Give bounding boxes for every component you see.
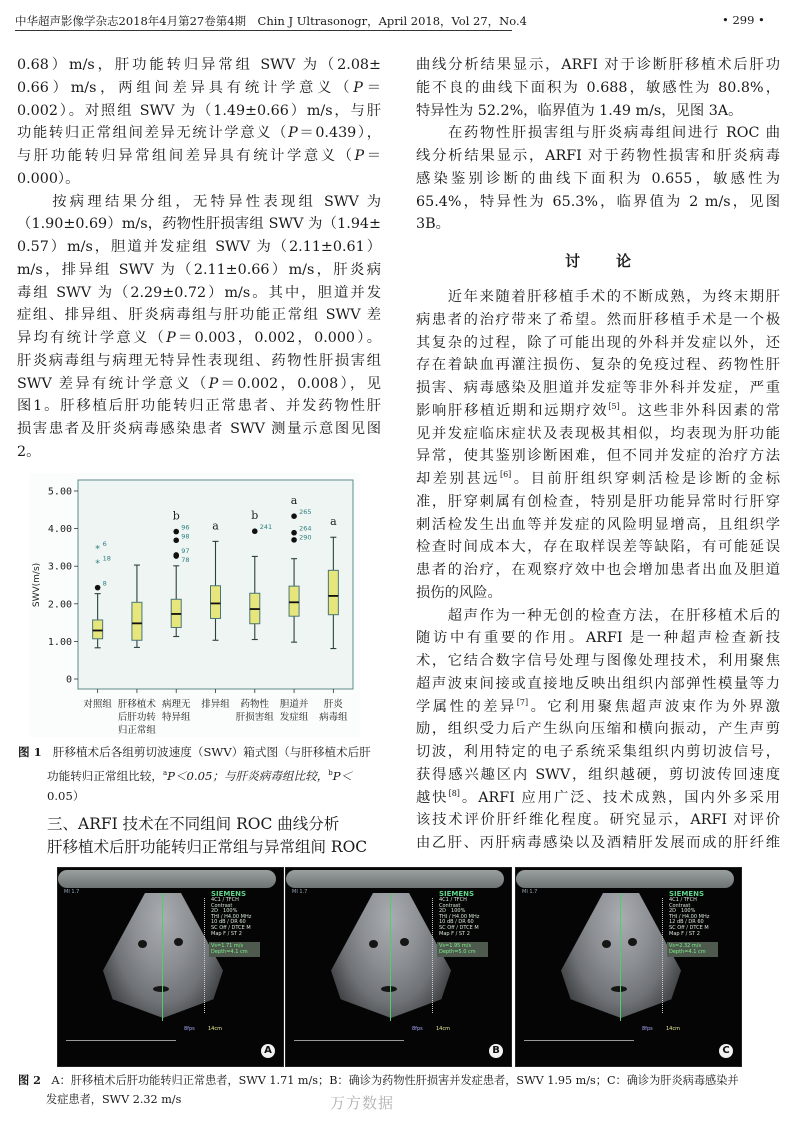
text-segment: 。它利用聚焦超声波束作为外界激 (528, 698, 781, 715)
depth-scale: 14cm (436, 1026, 450, 1032)
ultrasound-image-a (57, 867, 284, 1067)
outlier-label: 6 (102, 540, 107, 549)
text-segment: P (208, 375, 219, 392)
text-segment: 随访中有重要的作用。ARFI 是一种超声检查新技 (416, 630, 780, 647)
category-label: 后肝功转 (117, 712, 156, 723)
y-tick-label: 4.00 (47, 524, 72, 536)
text-line (416, 832, 780, 855)
panel-label-c: C (719, 1044, 733, 1058)
scanner-sc: SC Off / DTCE M (669, 924, 709, 931)
text-line (416, 491, 780, 514)
outlier-label: 96 (181, 523, 190, 532)
text-segment: 励，组织受力后产生纵向压缩和横向振动，产生声剪 (416, 721, 780, 738)
text-segment: 超声波束间接或直接地反映出组织内部弹性模量等力 (416, 675, 780, 692)
readout-depth: Depth=5.0 cm (439, 949, 476, 955)
outlier-label: 97 (181, 546, 190, 555)
text-segment: m/s，排异组 SWV 为（2.11±0.66）m/s，肝炎病 (17, 261, 381, 278)
readout-vs: Vs=1.95 m/s (439, 943, 472, 949)
significance-mark: b (251, 509, 259, 523)
scanner-dr: 10 dB / DR 60 (439, 919, 474, 926)
scan-line (620, 893, 621, 1021)
text-line (17, 282, 381, 305)
paragraph (416, 54, 780, 122)
text-line (416, 145, 780, 168)
text-segment: 却差别甚远 (416, 471, 500, 487)
text-segment: 其复杂的过程，除了可能出现的外科并发症以外，还 (416, 334, 780, 351)
readout-depth: Depth=4.1 cm (669, 949, 706, 955)
text-line (17, 259, 381, 282)
section-heading: 三、ARFI 技术在不同组间 ROC 曲线分析 (47, 815, 340, 833)
swv-readout (209, 942, 260, 957)
vessel (174, 938, 183, 946)
text-line (17, 122, 381, 145)
left-column-text (17, 54, 381, 464)
citation-ref: [8] (448, 788, 460, 798)
text-segment: 存在着缺血再灌注损伤、复杂的免疫过程、药物性肝 (416, 357, 780, 374)
text-segment: 3B。 (416, 216, 450, 233)
title-bar (516, 870, 734, 888)
category-label: 特异组 (161, 712, 191, 723)
text-line (416, 627, 780, 650)
citation-ref: [7] (516, 697, 529, 707)
outlier-label: 264 (299, 524, 312, 533)
text-line (17, 304, 381, 327)
text-line (17, 145, 381, 168)
scanner-brand: SIEMENS (439, 890, 475, 898)
mi-readout: MI 1.7 (292, 889, 308, 895)
box-iqr (289, 586, 299, 616)
text-line (17, 395, 381, 418)
outlier-label: 78 (181, 555, 190, 564)
text-line (416, 787, 780, 810)
text-segment: 症组、排异组、肝炎病毒组与肝功能正常组 SWV 差 (17, 307, 381, 324)
ultrasound-image-c (515, 867, 742, 1067)
timeline-bar (66, 1040, 176, 1041)
text-line (416, 468, 780, 491)
box-iqr (211, 586, 221, 619)
text-segment: 曲线分析结果显示，ARFI 对于诊断肝移植术后肝功 (416, 57, 780, 73)
outlier-point (291, 537, 297, 543)
right-column-text-bottom (416, 286, 780, 855)
category-label: 病理无 (161, 699, 191, 710)
text-line (416, 122, 780, 145)
significance-mark: b (172, 509, 180, 523)
scanner-gain: 2D 100% (439, 908, 466, 915)
watermark: 万方数据 (330, 1094, 395, 1112)
outlier-label: 18 (102, 554, 111, 563)
caption-sup-a: a (162, 768, 168, 777)
depth-ruler (662, 898, 664, 1013)
text-segment: 由乙肝、丙肝病毒感染以及酒精肝发展而成的肝纤维 (416, 835, 780, 851)
category-label: 发症组 (279, 712, 309, 723)
text-segment: 功能转归正常组间差异无统计学意义（ (17, 125, 289, 142)
scanner-probe: 4C1 / TFCH (439, 897, 467, 903)
outlier-star: * (95, 545, 100, 556)
significance-mark: a (290, 494, 298, 508)
text-segment: 见并发症临床症状及表现极其相似，均表现为肝功能 (416, 425, 780, 442)
text-segment: 超声作为一种无创的检查方法，在肝移植术后的 (416, 607, 780, 624)
category-label: 归正常组 (117, 725, 156, 736)
text-segment: ＝ (364, 148, 381, 164)
timeline-bar (524, 1040, 634, 1041)
ultrasound-image-b (285, 867, 512, 1067)
text-segment: 异常，使其鉴别诊断困难，但不同并发症的治疗方法 (416, 448, 780, 465)
y-tick-label: 1.00 (47, 636, 72, 648)
y-tick-label: 3.00 (47, 561, 72, 573)
paragraph (17, 191, 381, 464)
category-label: 排异组 (201, 699, 230, 710)
text-segment: 影响肝移植近期和远期疗效 (416, 402, 609, 419)
category-label: 胆道并 (279, 699, 309, 710)
text-line (17, 418, 381, 441)
text-segment: 刺活检发生出血等并发症的风险明显增高，且组织学 (416, 516, 780, 533)
outlier-label: 8 (102, 579, 107, 588)
text-line (416, 54, 780, 77)
text-segment: P (354, 148, 365, 164)
vessel (628, 938, 637, 946)
significance-mark: a (330, 515, 337, 529)
scanner-mode: Contrast (439, 902, 461, 909)
category-label: 病毒组 (319, 712, 348, 723)
caption-part: 功能转归正常组比较， (47, 768, 163, 783)
vessel (138, 940, 147, 948)
text-line (416, 696, 780, 719)
caption-part: P＜ (332, 768, 353, 783)
outlier-point (252, 528, 258, 534)
text-segment: 与肝功能转归异常组间差异具有统计学意义（ (17, 148, 355, 164)
text-segment: 损害患者及肝炎病毒感染患者 SWV 测量示意图见图 (17, 421, 381, 437)
scanner-map: Map F / ST 2 (439, 930, 470, 937)
scanner-brand: SIEMENS (211, 890, 247, 898)
text-segment: 越快 (416, 789, 449, 806)
text-segment: 病患者的治疗带来了希望。然而肝移植手术是一个极 (416, 311, 780, 328)
text-line (17, 213, 381, 236)
text-segment: 特异性为 52.2%，临界值为 1.49 m/s，见图 3A。 (416, 102, 743, 119)
swv-readout (667, 942, 718, 957)
caption-part: P＜0.05；与肝炎病毒组比较， (167, 768, 329, 783)
scanner-probe: 4C1 / TFCH (211, 897, 239, 903)
text-segment: 0.66）m/s，两组间差异具有统计学意义（ (17, 79, 354, 96)
y-tick-label: 5.00 (47, 486, 72, 498)
y-axis-label: SWV(m/s) (32, 562, 42, 608)
category-label: 药物性 (240, 699, 270, 710)
scanner-map: Map F / ST 2 (669, 930, 700, 937)
frame-rate: 8fps (184, 1026, 195, 1032)
title-bar (58, 870, 276, 888)
text-segment: 术，它结合数字信号处理与图像处理技术，利用聚焦 (416, 653, 780, 669)
text-segment: 65.4%，特异性为 65.3%，临界值为 2 m/s，见图 (416, 193, 780, 210)
text-segment: 感染鉴别诊断的曲线下面积为 0.655，敏感性为 (416, 170, 780, 187)
text-line (416, 582, 780, 605)
text-segment: 图1。肝移植后肝功能转归正常患者、并发药物性肝 (17, 398, 381, 415)
text-line (416, 423, 780, 446)
category-label: 肝炎 (323, 699, 343, 710)
text-segment: ＝0.002，0.008），见 (218, 375, 382, 392)
frame-rate: 8fps (412, 1026, 423, 1032)
text-segment: 0.000）。 (17, 170, 80, 187)
scanner-info (439, 890, 479, 937)
text-line (416, 741, 780, 764)
text-segment: （1.90±0.69）m/s，药物性肝损害组 SWV 为（1.94± (17, 216, 381, 233)
figure2-caption-line: A：肝移植术后肝功能转归正常患者，SWV 1.71 m/s；B：确诊为药物性肝损害并发症患者，SWV 1.95 m/s；C：确诊为肝炎病毒感染并 (51, 1074, 739, 1087)
scanner-info (669, 890, 709, 937)
scanner-freq: THI / H4.00 MHz (669, 913, 710, 920)
panel-label-a: A (261, 1044, 275, 1058)
text-segment: 损伤的风险。 (416, 584, 502, 601)
page-number: • 299 • (722, 13, 765, 27)
y-tick-label: 0 (65, 674, 72, 686)
category-label: 肝移植术 (117, 699, 156, 710)
text-line (17, 373, 381, 396)
text-segment: 检查时间成本大，存在取样误差等缺陷，有可能延误 (416, 539, 780, 556)
text-line (416, 445, 780, 468)
text-segment: 毒组 SWV 为（2.29±0.72）m/s。其中，胆道并发 (17, 284, 381, 301)
figure2-caption-line: 发症患者，SWV 2.32 m/s (46, 1093, 182, 1106)
figure1-label: 图 1 (18, 745, 42, 759)
readout-depth: Depth=4.1 cm (211, 949, 248, 955)
outlier-point (173, 537, 179, 543)
text-segment: 异均有统计学意义（ (17, 330, 167, 346)
scanner-gain: 2D 100% (669, 908, 696, 915)
box-iqr (328, 570, 338, 614)
mi-readout: MI 1.7 (522, 889, 538, 895)
y-tick-label: 2.00 (47, 599, 72, 611)
scan-line (390, 893, 391, 1021)
readout-vs: Vs=1.71 m/s (211, 943, 244, 949)
scanner-gain: 2D 100% (211, 908, 238, 915)
vessel (369, 940, 378, 948)
text-segment: 。这些非外科因素的常 (619, 402, 781, 419)
depth-scale: 14cm (208, 1026, 222, 1032)
text-segment: 学属性的差异 (416, 698, 517, 715)
depth-ruler (432, 898, 434, 1013)
paragraph (17, 54, 381, 191)
category-label: 肝损害组 (235, 712, 274, 723)
text-segment: P (288, 125, 298, 142)
scanner-brand: SIEMENS (669, 890, 705, 898)
text-segment: 损害、病毒感染及胆道并发症等非外科并发症，严重 (416, 380, 780, 396)
text-line (416, 286, 780, 309)
readout-vs: Vs=2.32 m/s (669, 943, 702, 949)
text-line (416, 559, 780, 582)
text-line (416, 77, 780, 100)
depth-ruler (204, 898, 206, 1013)
paragraph (416, 605, 780, 855)
right-column-text-top (416, 54, 780, 236)
text-segment: 。ARFI 应用广泛、技术成熟，国内外多采用 (459, 789, 780, 806)
frame-rate: 8fps (642, 1026, 653, 1032)
text-segment: 2。 (17, 443, 41, 460)
text-line (416, 650, 780, 673)
text-segment: P (166, 330, 176, 346)
text-line (416, 673, 780, 696)
text-segment: 。目前肝组织穿刺活检是诊断的金标 (511, 471, 781, 487)
figure1-caption (18, 742, 383, 806)
text-line (17, 327, 381, 350)
text-line (416, 536, 780, 559)
text-segment: 0.68）m/s，肝功能转归异常组 SWV 为（2.08± (17, 57, 381, 73)
figure1-caption-text: 肝移植术后各组剪切波速度（SWV）箱式图（与肝移植术后肝 (52, 745, 371, 759)
scanner-mode: Contrast (211, 902, 233, 909)
box-iqr (132, 602, 142, 640)
text-line (416, 718, 780, 741)
discussion-heading: 讨 论 (565, 252, 634, 270)
text-line (416, 100, 780, 123)
citation-ref: [6] (499, 470, 512, 479)
citation-ref: [5] (608, 401, 620, 411)
text-segment: ＝0.439）， (297, 125, 382, 142)
text-line (416, 809, 780, 832)
box-iqr (93, 620, 103, 639)
category-label: 对照组 (83, 699, 112, 710)
text-segment: 0.57）m/s，胆道并发症组 SWV 为（2.11±0.61） (17, 239, 381, 255)
vessel (611, 986, 627, 992)
figure2-caption (18, 1071, 788, 1109)
significance-mark: a (212, 519, 219, 533)
figure2-label: 图 2 (18, 1073, 41, 1087)
outlier-point (173, 552, 179, 558)
text-segment: 近年来随着肝移植手术的不断成熟，为终末期肝 (416, 289, 780, 305)
text-segment: SWV 差异有统计学意义（ (17, 375, 209, 392)
text-segment: 肝炎病毒组与病理无特异性表现组、药物性肝损害组 (17, 352, 381, 369)
outlier-point (291, 513, 297, 519)
scanner-dr: 12 dB / DR 60 (669, 919, 704, 926)
text-segment: 按病理结果分组，无特异性表现组 SWV 为 (17, 193, 381, 210)
text-line (17, 54, 381, 77)
text-line (17, 350, 381, 373)
depth-scale: 14cm (666, 1026, 680, 1032)
text-segment: 线分析结果显示，ARFI 对于药物性损害和肝炎病毒 (416, 148, 780, 164)
text-segment: 0.002）。对照组 SWV 为（1.49±0.66）m/s，与肝 (17, 102, 381, 119)
text-line (416, 332, 780, 355)
scanner-probe: 4C1 / TFCH (669, 897, 697, 903)
vessel (153, 986, 169, 992)
outlier-point (173, 529, 179, 535)
scanner-map: Map F / ST 2 (211, 930, 242, 937)
text-line (17, 77, 381, 100)
running-header: 中华超声影像学杂志2018年4月第27卷第4期 Chin J Ultrasonogr，April 2018，Vol 27，No.4 (15, 13, 512, 31)
caption-sup-b: b (328, 768, 333, 777)
scanner-info (211, 890, 251, 937)
text-line (416, 168, 780, 191)
mi-readout: MI 1.7 (64, 889, 80, 895)
vessel (381, 986, 397, 992)
text-segment: 该技术评价肝纤维化程度。研究显示，ARFI 对评价 (416, 812, 780, 829)
scanner-freq: THI / H4.00 MHz (211, 913, 252, 920)
paragraph (416, 286, 780, 605)
scanner-freq: THI / H4.00 MHz (439, 913, 480, 920)
text-segment: 能不良的曲线下面积为 0.688，敏感性为 80.8%， (416, 79, 780, 96)
text-line (416, 191, 780, 214)
title-bar (286, 870, 504, 888)
text-segment: 准，肝穿刺属有创检查，特别是肝功能异常时行肝穿 (416, 493, 780, 510)
text-line (416, 514, 780, 537)
outlier-label: 290 (299, 533, 312, 542)
panel-label-b: B (489, 1044, 503, 1058)
text-line (416, 309, 780, 332)
text-segment: 患者的治疗，在观察疗效中也会增加患者出血及胆道 (416, 562, 780, 578)
text-line (416, 400, 780, 423)
swv-readout (437, 942, 488, 957)
text-line (416, 764, 780, 787)
text-line (416, 605, 780, 628)
vessel (602, 940, 611, 948)
text-line (416, 377, 780, 400)
scan-line (162, 893, 163, 1021)
text-line (416, 354, 780, 377)
outlier-point (95, 585, 101, 591)
text-line (17, 168, 381, 191)
scanner-sc: SC Off / DTCE M (439, 924, 479, 931)
text-segment: P (353, 79, 363, 96)
outlier-label: 241 (259, 523, 273, 532)
text-line (17, 236, 381, 259)
outlier-star: * (95, 559, 100, 570)
scanner-dr: 10 dB / DR 60 (211, 919, 246, 926)
outlier-label: 98 (181, 532, 190, 541)
paragraph (416, 122, 780, 236)
outlier-point (291, 530, 297, 536)
section-first-line: 肝移植术后肝功能转归正常组与异常组间 ROC (47, 838, 368, 856)
text-line (416, 213, 780, 236)
text-segment: ＝0.003，0.002，0.000）。 (175, 330, 382, 346)
text-line (17, 100, 381, 123)
text-segment: 切波，利用特定的电子系统采集组织内剪切波信号， (416, 744, 780, 760)
scanner-mode: Contrast (669, 902, 691, 909)
text-line (17, 191, 381, 214)
swv-boxplot-chart (0, 460, 400, 740)
text-segment: 在药物性肝损害组与肝炎病毒组间进行 ROC 曲 (416, 125, 780, 142)
vessel (400, 938, 409, 946)
timeline-bar (294, 1040, 404, 1041)
scanner-sc: SC Off / DTCE M (211, 924, 251, 931)
text-segment: ＝ (362, 79, 382, 96)
text-segment: 获得感兴趣区内 SWV，组织越硬，剪切波传回速度 (416, 766, 780, 783)
caption-part: 0.05） (47, 788, 85, 803)
outlier-label: 265 (299, 508, 312, 517)
